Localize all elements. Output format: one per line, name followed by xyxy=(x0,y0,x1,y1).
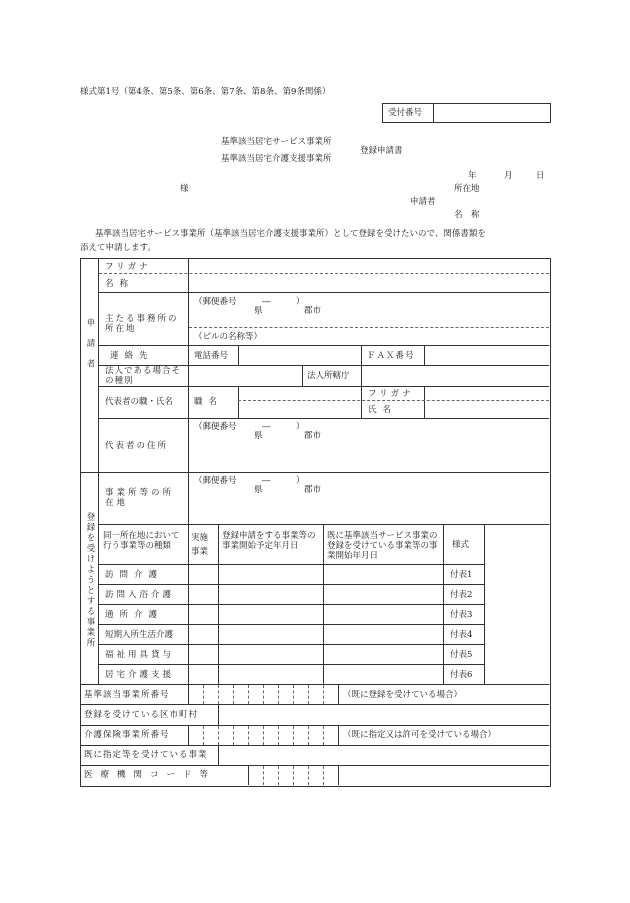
position-label: 職名 xyxy=(194,397,224,407)
date-year: 年 xyxy=(468,171,477,181)
intro-line-1: 基準該当居宅サービス事業所（基準該当居宅介護支援事業所）として登録を受けたいので、関係書類を xyxy=(95,229,486,239)
form-header: 様式 xyxy=(452,540,470,550)
application-table xyxy=(80,258,551,787)
office-location-postal[interactable]: （郵便番号 ― ） xyxy=(194,476,305,486)
date-month: 月 xyxy=(504,171,513,181)
main-office-pref: 県 xyxy=(254,306,263,316)
municipality-label: 登録を受けている区市町村 xyxy=(84,710,199,720)
rep-name-field[interactable] xyxy=(430,397,544,407)
title-line-2: 基準該当居宅介護支援事業所 xyxy=(221,154,332,164)
office-number-label: 基準該当事業所番号 xyxy=(84,690,170,700)
office-group-label: 登録を受けようとする事業所 xyxy=(85,512,95,649)
position-field[interactable] xyxy=(244,397,356,407)
receipt-number-label: 受付番号 xyxy=(388,108,423,118)
implement-header: 実施事業 xyxy=(191,533,209,557)
service-row-3: 通所介護 xyxy=(105,610,164,620)
service-row-5: 福祉用具貸与 xyxy=(105,650,175,660)
fax-field[interactable] xyxy=(430,351,544,361)
building-name[interactable]: （ビルの名称等） xyxy=(194,332,263,342)
corp-authority-field[interactable] xyxy=(367,371,545,381)
contact-label: 連絡先 xyxy=(110,351,154,361)
title-line-1: 基準該当居宅サービス事業所 xyxy=(221,137,332,147)
service-row-6: 居宅介護支援 xyxy=(105,670,175,680)
office-number-note: （既に登録を受けている場合） xyxy=(343,690,463,700)
service-row-4: 短期入所生活介護 xyxy=(105,630,174,640)
rep-name-label: 氏名 xyxy=(368,405,398,415)
corp-authority-label: 法人所轄庁 xyxy=(307,371,350,381)
insurance-number-field[interactable] xyxy=(190,730,336,740)
main-office-label: 主たる事務所の所在地 xyxy=(105,314,179,334)
name-label: 名称 xyxy=(105,279,135,289)
insurance-number-label: 介護保険事業所番号 xyxy=(84,730,170,740)
medical-code-field[interactable] xyxy=(250,770,336,780)
office-location-pref: 県 xyxy=(254,485,263,495)
office-location-city: 郡市 xyxy=(304,485,322,495)
applicant-group-label: 申請者 xyxy=(85,318,95,380)
office-number-field[interactable] xyxy=(190,690,336,700)
service-row-2: 訪問入浴介護 xyxy=(105,590,175,600)
corp-type-label: 法人である場合その種別 xyxy=(105,366,182,386)
rep-title-name-label: 代表者の職・氏名 xyxy=(105,397,174,407)
phone-field[interactable] xyxy=(244,351,356,361)
service-form-5: 付表5 xyxy=(450,650,473,660)
date-day: 日 xyxy=(536,171,545,181)
main-office-city: 郡市 xyxy=(304,306,322,316)
service-form-1: 付表1 xyxy=(450,570,473,580)
furigana-field[interactable] xyxy=(194,262,544,272)
intro-line-2: 添えて申請します。 xyxy=(80,243,156,253)
medical-code-label: 医療機関コード等 xyxy=(84,770,217,780)
main-office-postal[interactable]: （郵便番号 ― ） xyxy=(194,297,305,307)
rep-address-pref: 県 xyxy=(254,431,263,441)
service-form-3: 付表3 xyxy=(450,610,473,620)
receipt-number-field[interactable] xyxy=(440,108,545,118)
rep-furigana-label: フリガナ xyxy=(368,389,414,399)
applicant-label: 申請者 xyxy=(410,197,436,207)
fax-label: ＦＡＸ番号 xyxy=(367,351,415,361)
designated-field[interactable] xyxy=(222,750,544,760)
municipality-field[interactable] xyxy=(222,710,544,720)
applicant-address-label: 所在地 xyxy=(454,184,480,194)
form-number: 様式第1号（第4条、第5条、第6条、第7条、第8条、第9条関係） xyxy=(80,87,331,97)
furigana-label: フリガナ xyxy=(105,262,151,272)
planned-start-header: 登録申請をする事業等の事業開始予定年月日 xyxy=(222,531,316,551)
designated-label: 既に指定等を受けている事業 xyxy=(84,750,208,760)
office-location-label: 事業所等の所在地 xyxy=(105,488,175,508)
rep-address-city: 郡市 xyxy=(304,431,322,441)
service-row-1: 訪問介護 xyxy=(105,570,164,580)
rep-address-label: 代表者の住所 xyxy=(105,441,169,451)
name-field[interactable] xyxy=(194,279,544,289)
title-suffix: 登録申請書 xyxy=(360,146,403,156)
addressee-honorific: 様 xyxy=(180,184,189,194)
insurance-note: （既に指定又は許可を受けている場合） xyxy=(343,730,497,740)
service-form-2: 付表2 xyxy=(450,590,473,600)
same-location-header: 同一所在地において行う事業等の種類 xyxy=(103,531,180,551)
existing-start-header: 既に基準該当サービス事業の登録を受けている事業等の事業開始年月日 xyxy=(327,531,438,561)
phone-label: 電話番号 xyxy=(194,351,229,361)
service-form-6: 付表6 xyxy=(450,670,473,680)
service-form-4: 付表4 xyxy=(450,630,473,640)
rep-address-postal[interactable]: （郵便番号 ― ） xyxy=(194,422,305,432)
corp-type-field[interactable] xyxy=(194,371,298,381)
applicant-name-label: 名 称 xyxy=(454,210,480,220)
